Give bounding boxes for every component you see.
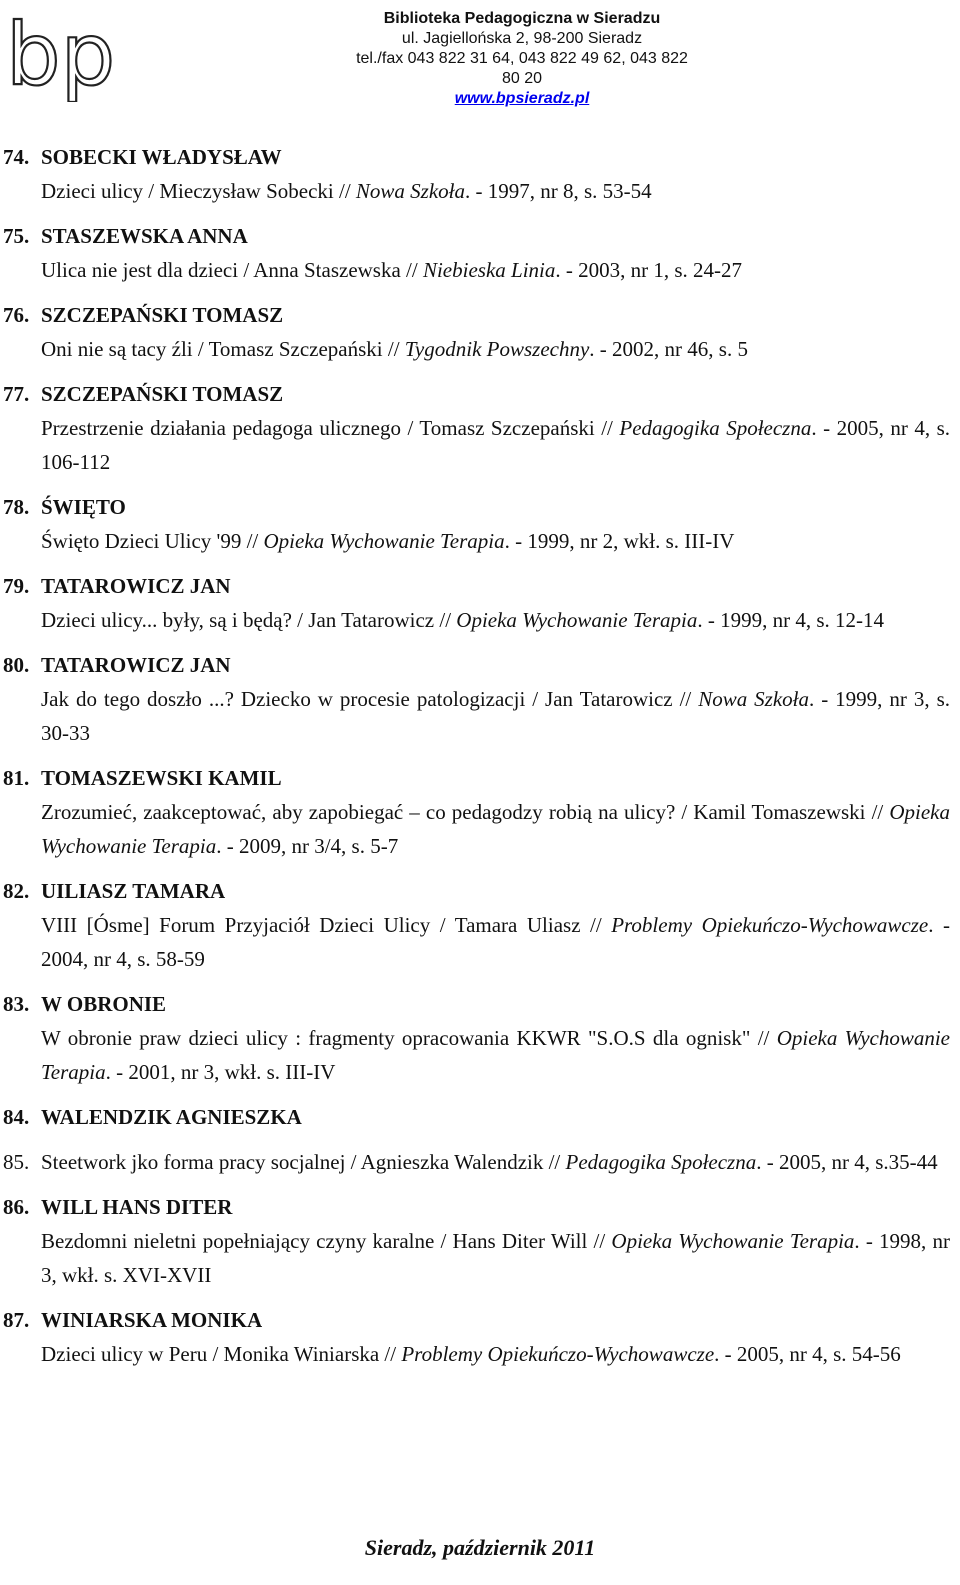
- bibliography-entry: [0, 140, 960, 208]
- bibliography-entry: [0, 569, 960, 637]
- citation-title: Oni nie są tacy źli / Tomasz Szczepański //: [41, 337, 405, 361]
- bibliography-entry: [0, 1303, 960, 1371]
- citation-title: Jak do tego doszło ...? Dziecko w procesie patologizacji / Jan Tatarowicz //: [41, 687, 699, 711]
- citation-details: . - 2005, nr 4, s. 106-112: [41, 416, 950, 474]
- citation-title: Dzieci ulicy w Peru / Monika Winiarska //: [41, 1342, 402, 1366]
- entry-number: 80.: [3, 653, 30, 677]
- entry-citation: [41, 411, 950, 479]
- entry-number: 76.: [3, 303, 30, 327]
- bibliography-entry: [0, 298, 960, 366]
- bibliography-entry: [0, 874, 960, 976]
- bibliography-entry: [0, 490, 960, 558]
- library-website-link[interactable]: www.bpsieradz.pl: [454, 90, 590, 107]
- entry-citation: [41, 682, 950, 750]
- entry-number: 79.: [3, 574, 30, 598]
- entry-author: UILIASZ TAMARA: [41, 879, 226, 903]
- citation-journal: Nowa Szkoła: [698, 687, 810, 711]
- entry-author: SZCZEPAŃSKI TOMASZ: [41, 382, 284, 406]
- entry-citation: [41, 1224, 950, 1292]
- library-phone: tel./fax 043 822 31 64, 043 822 49 62, 043 822 80 20: [356, 50, 688, 87]
- entry-number: 85.: [3, 1150, 30, 1174]
- citation-journal: Tygodnik Powszechny: [404, 337, 590, 361]
- bibliography-entry: [0, 219, 960, 287]
- entry-number: 87.: [3, 1308, 30, 1332]
- entry-number: 83.: [3, 992, 30, 1016]
- entry-citation: [41, 174, 950, 208]
- citation-journal: Opieka Wychowanie Terapia: [456, 608, 698, 632]
- library-address: ul. Jagiellońska 2, 98-200 Sieradz: [401, 30, 643, 47]
- citation-title: W obronie praw dzieci ulicy : fragmenty opracowania KKWR "S.O.S dla ognisk" //: [41, 1026, 777, 1050]
- citation-journal: Pedagogika Społeczna: [565, 1150, 757, 1174]
- citation-journal: Problemy Opiekuńczo-Wychowawcze: [611, 913, 929, 937]
- entry-number: 78.: [3, 495, 30, 519]
- entry-number: 84.: [3, 1105, 30, 1129]
- citation-details: . - 2005, nr 4, s. 54-56: [714, 1342, 901, 1366]
- citation-title: Zrozumieć, zaakceptować, aby zapobiegać – co pedagodzy robią na ulicy? / Kamil Tomaszewski //: [41, 800, 890, 824]
- entry-author: TATAROWICZ JAN: [41, 653, 231, 677]
- entry-citation: [41, 603, 950, 637]
- citation-journal: Nowa Szkoła: [355, 179, 466, 203]
- entry-number: 74.: [3, 145, 30, 169]
- citation-details: . - 1998, nr 3, wkł. s. XVI-XVII: [41, 1229, 951, 1287]
- entry-number: 77.: [3, 382, 30, 406]
- entry-citation: [41, 1145, 950, 1179]
- citation-title: Dzieci ulicy... były, są i będą? / Jan Tatarowicz //: [41, 608, 457, 632]
- entry-citation: [41, 1337, 950, 1371]
- entry-citation: [41, 253, 950, 287]
- bibliography-entry: [0, 1145, 960, 1179]
- citation-title: Bezdomni nieletni popełniający czyny karalne / Hans Diter Will //: [41, 1229, 612, 1253]
- citation-details: . - 2004, nr 4, s. 58-59: [41, 913, 950, 971]
- entry-number: 75.: [3, 224, 30, 248]
- citation-details: . - 2001, nr 3, wkł. s. III-IV: [105, 1060, 336, 1084]
- library-name: Biblioteka Pedagogiczna w Sieradzu: [383, 10, 661, 27]
- citation-journal: Opieka Wychowanie Terapia: [41, 1026, 950, 1084]
- citation-journal: Pedagogika Społeczna: [619, 416, 812, 440]
- library-logo: [4, 6, 122, 102]
- bibliography-entry: [0, 987, 960, 1089]
- citation-journal: Opieka Wychowanie Terapia: [41, 800, 950, 858]
- citation-title: Steetwork jko forma pracy socjalnej / Agnieszka Walendzik //: [41, 1150, 566, 1174]
- citation-journal: Opieka Wychowanie Terapia: [263, 529, 505, 553]
- bibliography-entry: [0, 377, 960, 479]
- citation-title: Święto Dzieci Ulicy '99 //: [41, 529, 264, 553]
- citation-details: . - 2009, nr 3/4, s. 5-7: [216, 834, 399, 858]
- citation-details: . - 2003, nr 1, s. 24-27: [555, 258, 743, 282]
- citation-details: . - 2002, nr 46, s. 5: [589, 337, 748, 361]
- entry-author: SOBECKI WŁADYSŁAW: [41, 145, 282, 169]
- entry-author: ŚWIĘTO: [41, 495, 126, 519]
- entry-number: 81.: [3, 766, 30, 790]
- citation-details: . - 1999, nr 2, wkł. s. III-IV: [504, 529, 735, 553]
- citation-journal: Opieka Wychowanie Terapia: [611, 1229, 855, 1253]
- entry-number: 82.: [3, 879, 30, 903]
- citation-journal: Niebieska Linia: [422, 258, 556, 282]
- bibliography-entry: [0, 1100, 960, 1134]
- entry-author: W OBRONIE: [41, 992, 167, 1016]
- entry-citation: [41, 332, 950, 366]
- citation-title: VIII [Ósme] Forum Przyjaciół Dzieci Ulicy / Tamara Uliasz //: [41, 913, 612, 937]
- entry-author: WINIARSKA MONIKA: [41, 1308, 263, 1332]
- entry-number: 86.: [3, 1195, 30, 1219]
- citation-details: . - 1999, nr 3, s. 30-33: [41, 687, 950, 745]
- entry-citation: [41, 1021, 950, 1089]
- bibliography-entry: [0, 648, 960, 750]
- entry-citation: [41, 795, 950, 863]
- citation-details: . - 1999, nr 4, s. 12-14: [697, 608, 885, 632]
- entry-author: TOMASZEWSKI KAMIL: [41, 766, 282, 790]
- logo-text: bp: [6, 6, 116, 102]
- citation-journal: Problemy Opiekuńczo-Wychowawcze: [401, 1342, 715, 1366]
- entry-author: STASZEWSKA ANNA: [41, 224, 248, 248]
- entry-author: WALENDZIK AGNIESZKA: [41, 1105, 302, 1129]
- entry-author: WILL HANS DITER: [41, 1195, 233, 1219]
- entry-citation: [41, 524, 950, 558]
- bibliography-list: [0, 140, 960, 1382]
- citation-title: Przestrzenie działania pedagoga ulicznego / Tomasz Szczepański //: [41, 416, 620, 440]
- bibliography-entry: [0, 1190, 960, 1292]
- bibliography-entry: [0, 761, 960, 863]
- citation-title: Ulica nie jest dla dzieci / Anna Staszewska //: [41, 258, 423, 282]
- citation-details: . - 1997, nr 8, s. 53-54: [465, 179, 652, 203]
- citation-title: Dzieci ulicy / Mieczysław Sobecki //: [41, 179, 356, 203]
- entry-author: SZCZEPAŃSKI TOMASZ: [41, 303, 284, 327]
- citation-details: . - 2005, nr 4, s.35-44: [756, 1150, 938, 1174]
- entry-author: TATAROWICZ JAN: [41, 574, 231, 598]
- entry-citation: [41, 908, 950, 976]
- library-header: [354, 9, 690, 109]
- footer-date-place: Sieradz, październik 2011: [364, 1535, 596, 1560]
